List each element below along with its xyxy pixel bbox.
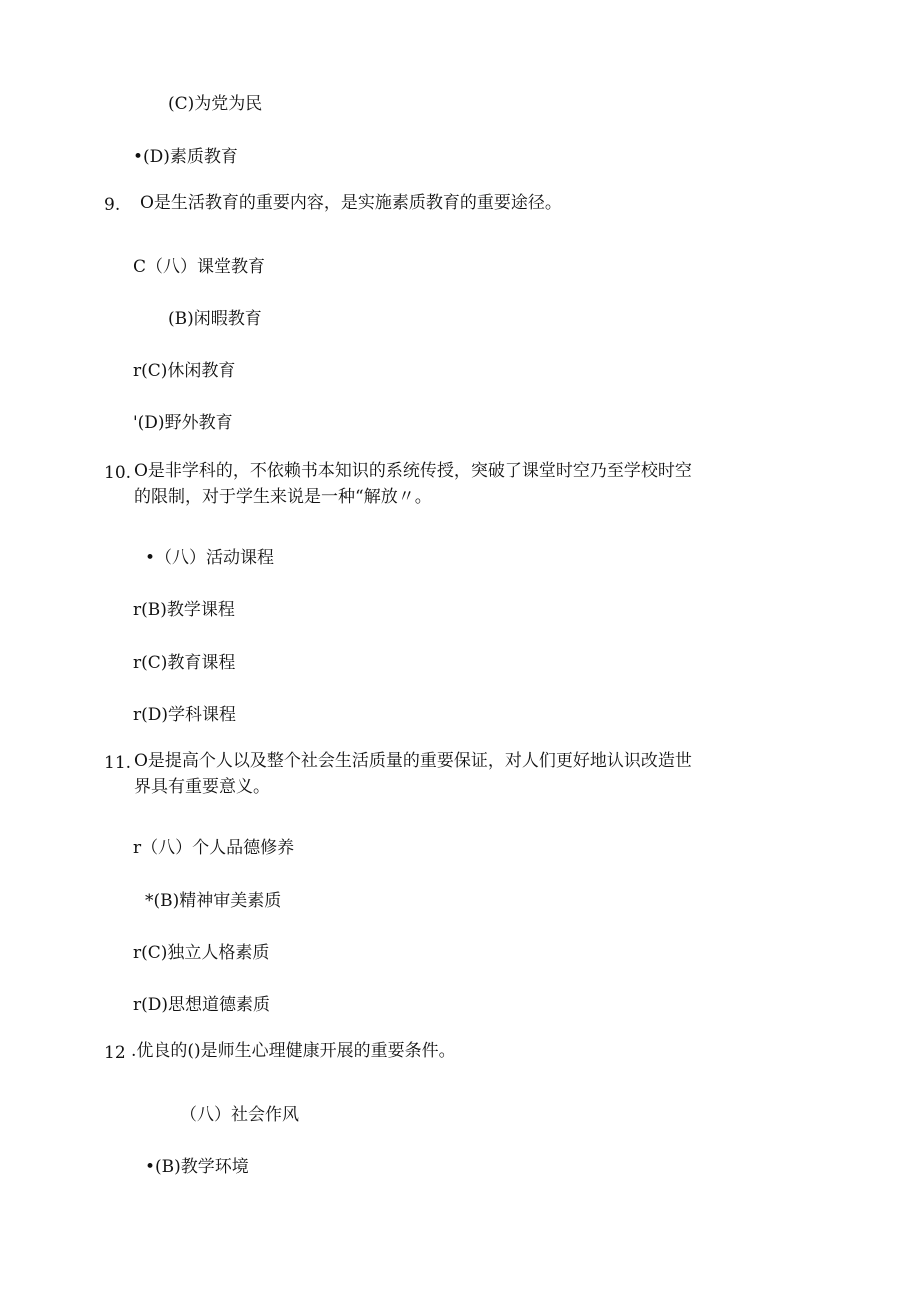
q12-option-b[interactable]: •(B)教学环境: [145, 1157, 249, 1177]
q8-option-c[interactable]: (C)为党为民: [168, 94, 263, 114]
q9-option-b[interactable]: (B)闲暇教育: [168, 309, 262, 329]
q12-stem: .优良的()是师生心理健康开展的重要条件。: [131, 1041, 456, 1061]
q9-option-d[interactable]: '(D)野外教育: [133, 413, 233, 433]
q11-option-b[interactable]: *(B)精神审美素质: [145, 891, 282, 911]
q10-option-a[interactable]: •（八）活动课程: [145, 548, 275, 568]
q12-option-a[interactable]: （八）社会作风: [180, 1105, 299, 1125]
q10-stem-line1: O是非学科的，不依赖书本知识的系统传授，突破了课堂时空乃至学校时空: [134, 461, 692, 481]
q10-option-c[interactable]: r(C)教育课程: [133, 653, 236, 673]
q11-option-d[interactable]: r(D)思想道德素质: [133, 995, 271, 1015]
q10-stem-line2: 的限制，对于学生来说是一种“解放〃。: [134, 487, 432, 507]
q9-option-c[interactable]: r(C)休闲教育: [133, 361, 236, 381]
q11-number: 11.: [104, 753, 132, 773]
q10-option-b[interactable]: r(B)教学课程: [133, 600, 235, 620]
q8-option-d[interactable]: •(D)素质教育: [133, 147, 238, 167]
q11-option-c[interactable]: r(C)独立人格素质: [133, 943, 270, 963]
q11-stem-line2: 界具有重要意义。: [134, 777, 270, 797]
q9-stem: O是生活教育的重要内容，是实施素质教育的重要途径。: [140, 193, 562, 213]
q11-option-a[interactable]: r（八）个人品德修养: [133, 838, 295, 858]
q10-number: 10.: [104, 463, 132, 483]
q12-number: 12: [104, 1043, 126, 1063]
q11-stem-line1: O是提高个人以及整个社会生活质量的重要保证，对人们更好地认识改造世: [134, 751, 692, 771]
q10-option-d[interactable]: r(D)学科课程: [133, 705, 237, 725]
q9-number: 9.: [104, 195, 121, 215]
q9-option-a[interactable]: C（八）课堂教育: [133, 257, 266, 277]
